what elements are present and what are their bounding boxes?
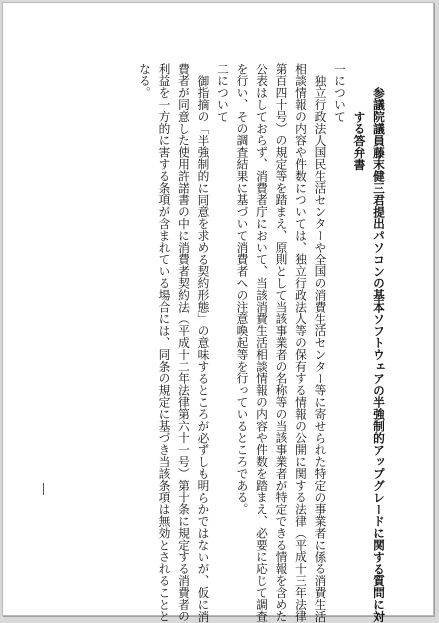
section1-line: 公表はしておらず、消費者庁において、当該消費生活相談情報の内容や件数を踏まえ、必要に応じて調査	[255, 63, 269, 623]
section-heading-2: 二について	[216, 63, 230, 123]
section2-line: なる。	[138, 63, 152, 99]
document-page	[2, 2, 434, 623]
answer-title-line-1: 参議院議員藤末健三君提出パソコンの基本ソフトウェアの半強制的アップグレードに関する質問に対	[372, 87, 386, 623]
answer-title-line-2: する答弁書	[352, 111, 367, 171]
section2-line: 利益を一方的に害する条項が含まれている場合には、同条の規定に基づき当該条項は無効とされることと	[157, 63, 172, 623]
section2-line: 御指摘の「半強制的に同意を求める契約形態」の意味するところが必ずしも明らかではないが、仮に消	[196, 75, 211, 623]
section1-line: 第百四十号）の規定等を踏まえ、原則として当該事業者の名称等の当該事業者が特定できる情報を含めた	[274, 63, 289, 623]
document-body	[38, 63, 388, 623]
section-heading-1: 一について	[333, 63, 347, 123]
page-number-mark	[43, 483, 44, 495]
section1-line: を行い、その調査結果に基づいて消費者への注意喚起等を行っているところである。	[235, 63, 250, 516]
section1-line: 独立行政法人国民生活センターや全国の消費生活センター等に寄せられた特定の事業者に係る消費生活	[313, 75, 328, 623]
section2-line: 費者が同意した使用許諾書の中に消費者契約法（平成十二年法律第六十一号）第十条に規定する消費者の	[177, 63, 191, 623]
section1-line: 相談情報の内容や件数については、独立行政法人等の保有する情報の公開に関する法律（平成十三年法律	[294, 63, 308, 623]
